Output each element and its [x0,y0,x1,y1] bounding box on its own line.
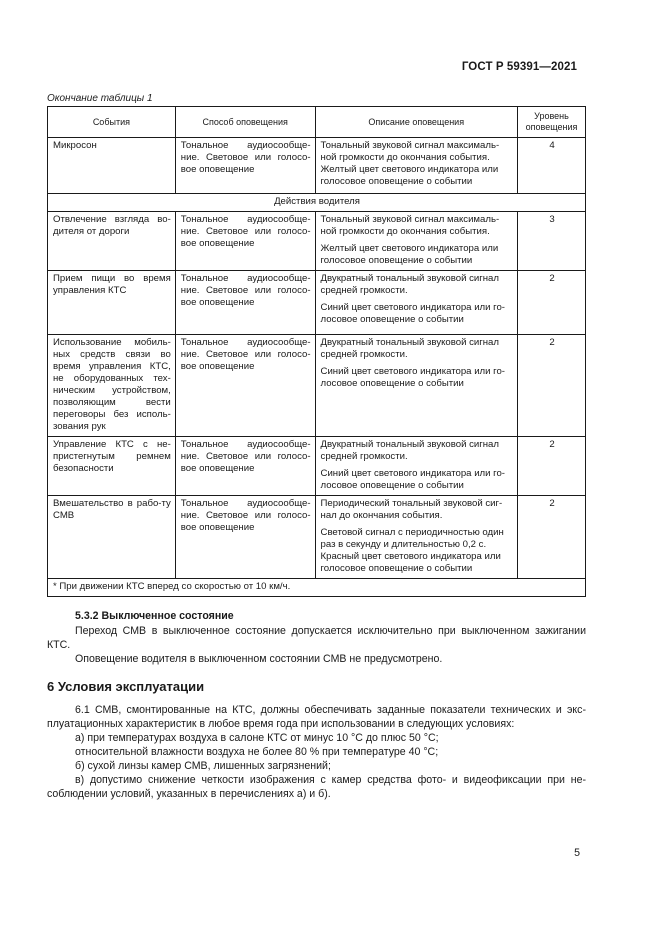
footnote-row [48,579,586,597]
section-6-title: 6 Условия эксплуатации [47,679,205,694]
event-cell: Использование мобиль-ных средств связи во время управления КТС, не оборудованных тех-ническим устройством, позволяющим вести переговоры без исполь-зования рук [48,335,176,437]
description-text: Двукратный тональный звуковой сигнал средней громкости. [320,439,499,462]
section-6-paragraph-1: 6.1 СМВ, смонтированные на КТС, должны обеспечивать заданные показатели технических и экс-плуатационных характеристик в любое время года при использовании в следующих условиях: [47,704,586,730]
description-text: Тональный звуковой сигнал максималь-ной громкости до окончания события. Желтый цвет светового индикатора или голосовое оповещение о событии [320,140,500,187]
description-text: Желтый цвет светового индикатора или голосовое оповещение о событии [320,243,499,266]
event-cell: Вмешательство в рабо-ту СМВ [48,496,176,579]
description-text: Двукратный тональный звуковой сигнал средней громкости. [320,273,499,296]
section-5-3-2-paragraph-1: Переход СМВ в выключенное состояние допускается исключительно при выключенном зажигании КТС. [47,625,586,651]
event-cell: Микросон [48,138,176,194]
description-text: Двукратный тональный звуковой сигнал средней громкости. [320,337,499,360]
list-item-c: в) допустимо снижение четкости изображения с камер средства фото- и видеофиксации при не-соблюдении условий, указанных в перечислениях а) и б). [47,774,586,800]
table-row [48,212,586,271]
col-header-method: Способ оповещения [175,107,315,138]
description-cell [315,496,518,579]
table-header-row [48,107,586,138]
description-text: Тональный звуковой сигнал максималь-ной громкости до окончания события. [320,214,500,237]
description-text: Световой сигнал с периодичностью один раз в секунду и длительностью 0,2 с. Красный цвет светового индикатора или голосовое оповещение о событии [320,527,504,574]
table-row [48,138,586,194]
description-text: Синий цвет светового индикатора или го-лосовое оповещение о событии [320,302,505,325]
method-cell: Тональное аудиосообще-ние. Световое или голосо-вое оповещение [175,496,315,579]
description-cell [315,138,518,194]
page-number: 5 [574,847,580,859]
method-cell: Тональное аудиосообще-ние. Световое или голосо-вое оповещение [175,335,315,437]
col-header-events: События [48,107,176,138]
level-cell: 2 [518,437,586,496]
description-cell [315,212,518,271]
table-caption: Окончание таблицы 1 [47,93,153,104]
method-cell: Тональное аудиосообще-ние. Световое или голосо-вое оповещение [175,271,315,335]
description-text: Синий цвет светового индикатора или го-лосовое оповещение о событии [320,366,505,389]
event-cell: Прием пищи во время управления КТС [48,271,176,335]
level-cell: 2 [518,496,586,579]
description-text: Периодический тональный звуковой сиг-нал до окончания события. [320,498,503,521]
document-header: ГОСТ Р 59391—2021 [461,61,577,73]
level-cell: 4 [518,138,586,194]
event-cell: Управление КТС с не-пристегнутым ремнем безопасности [48,437,176,496]
description-cell [315,335,518,437]
description-cell [315,271,518,335]
level-cell: 3 [518,212,586,271]
event-cell: Отвлечение взгляда во-дителя от дороги [48,212,176,271]
table-row [48,496,586,579]
level-cell: 2 [518,271,586,335]
col-header-level: Уровень оповещения [518,107,586,138]
table-row [48,335,586,437]
list-item-a: а) при температурах воздуха в салоне КТС от минус 10 °С до плюс 50 °С; [75,732,439,744]
section-5-3-2-title: 5.3.2 Выключенное состояние [75,610,234,622]
method-cell: Тональное аудиосообще-ние. Световое или голосо-вое оповещение [175,437,315,496]
list-item-a-continuation: относительной влажности воздуха не более 80 % при температуре 40 °С; [75,746,439,758]
table-row [48,437,586,496]
description-text: Синий цвет светового индикатора или го-лосовое оповещение о событии [320,468,505,491]
section-row [48,194,586,212]
list-item-b: б) сухой линзы камер СМВ, лишенных загрязнений; [75,760,331,772]
section-5-3-2-paragraph-2: Оповещение водителя в выключенном состоянии СМВ не предусмотрено. [75,653,443,665]
section-driver-actions: Действия водителя [48,194,586,212]
method-cell: Тональное аудиосообще-ние. Световое или голосо-вое оповещение [175,138,315,194]
method-cell: Тональное аудиосообще-ние. Световое или голосо-вое оповещение [175,212,315,271]
level-cell: 2 [518,335,586,437]
table-row [48,271,586,335]
table-footnote: * При движении КТС вперед со скоростью от 10 км/ч. [48,579,586,597]
alert-table [47,106,586,597]
description-cell [315,437,518,496]
col-header-description: Описание оповещения [315,107,518,138]
